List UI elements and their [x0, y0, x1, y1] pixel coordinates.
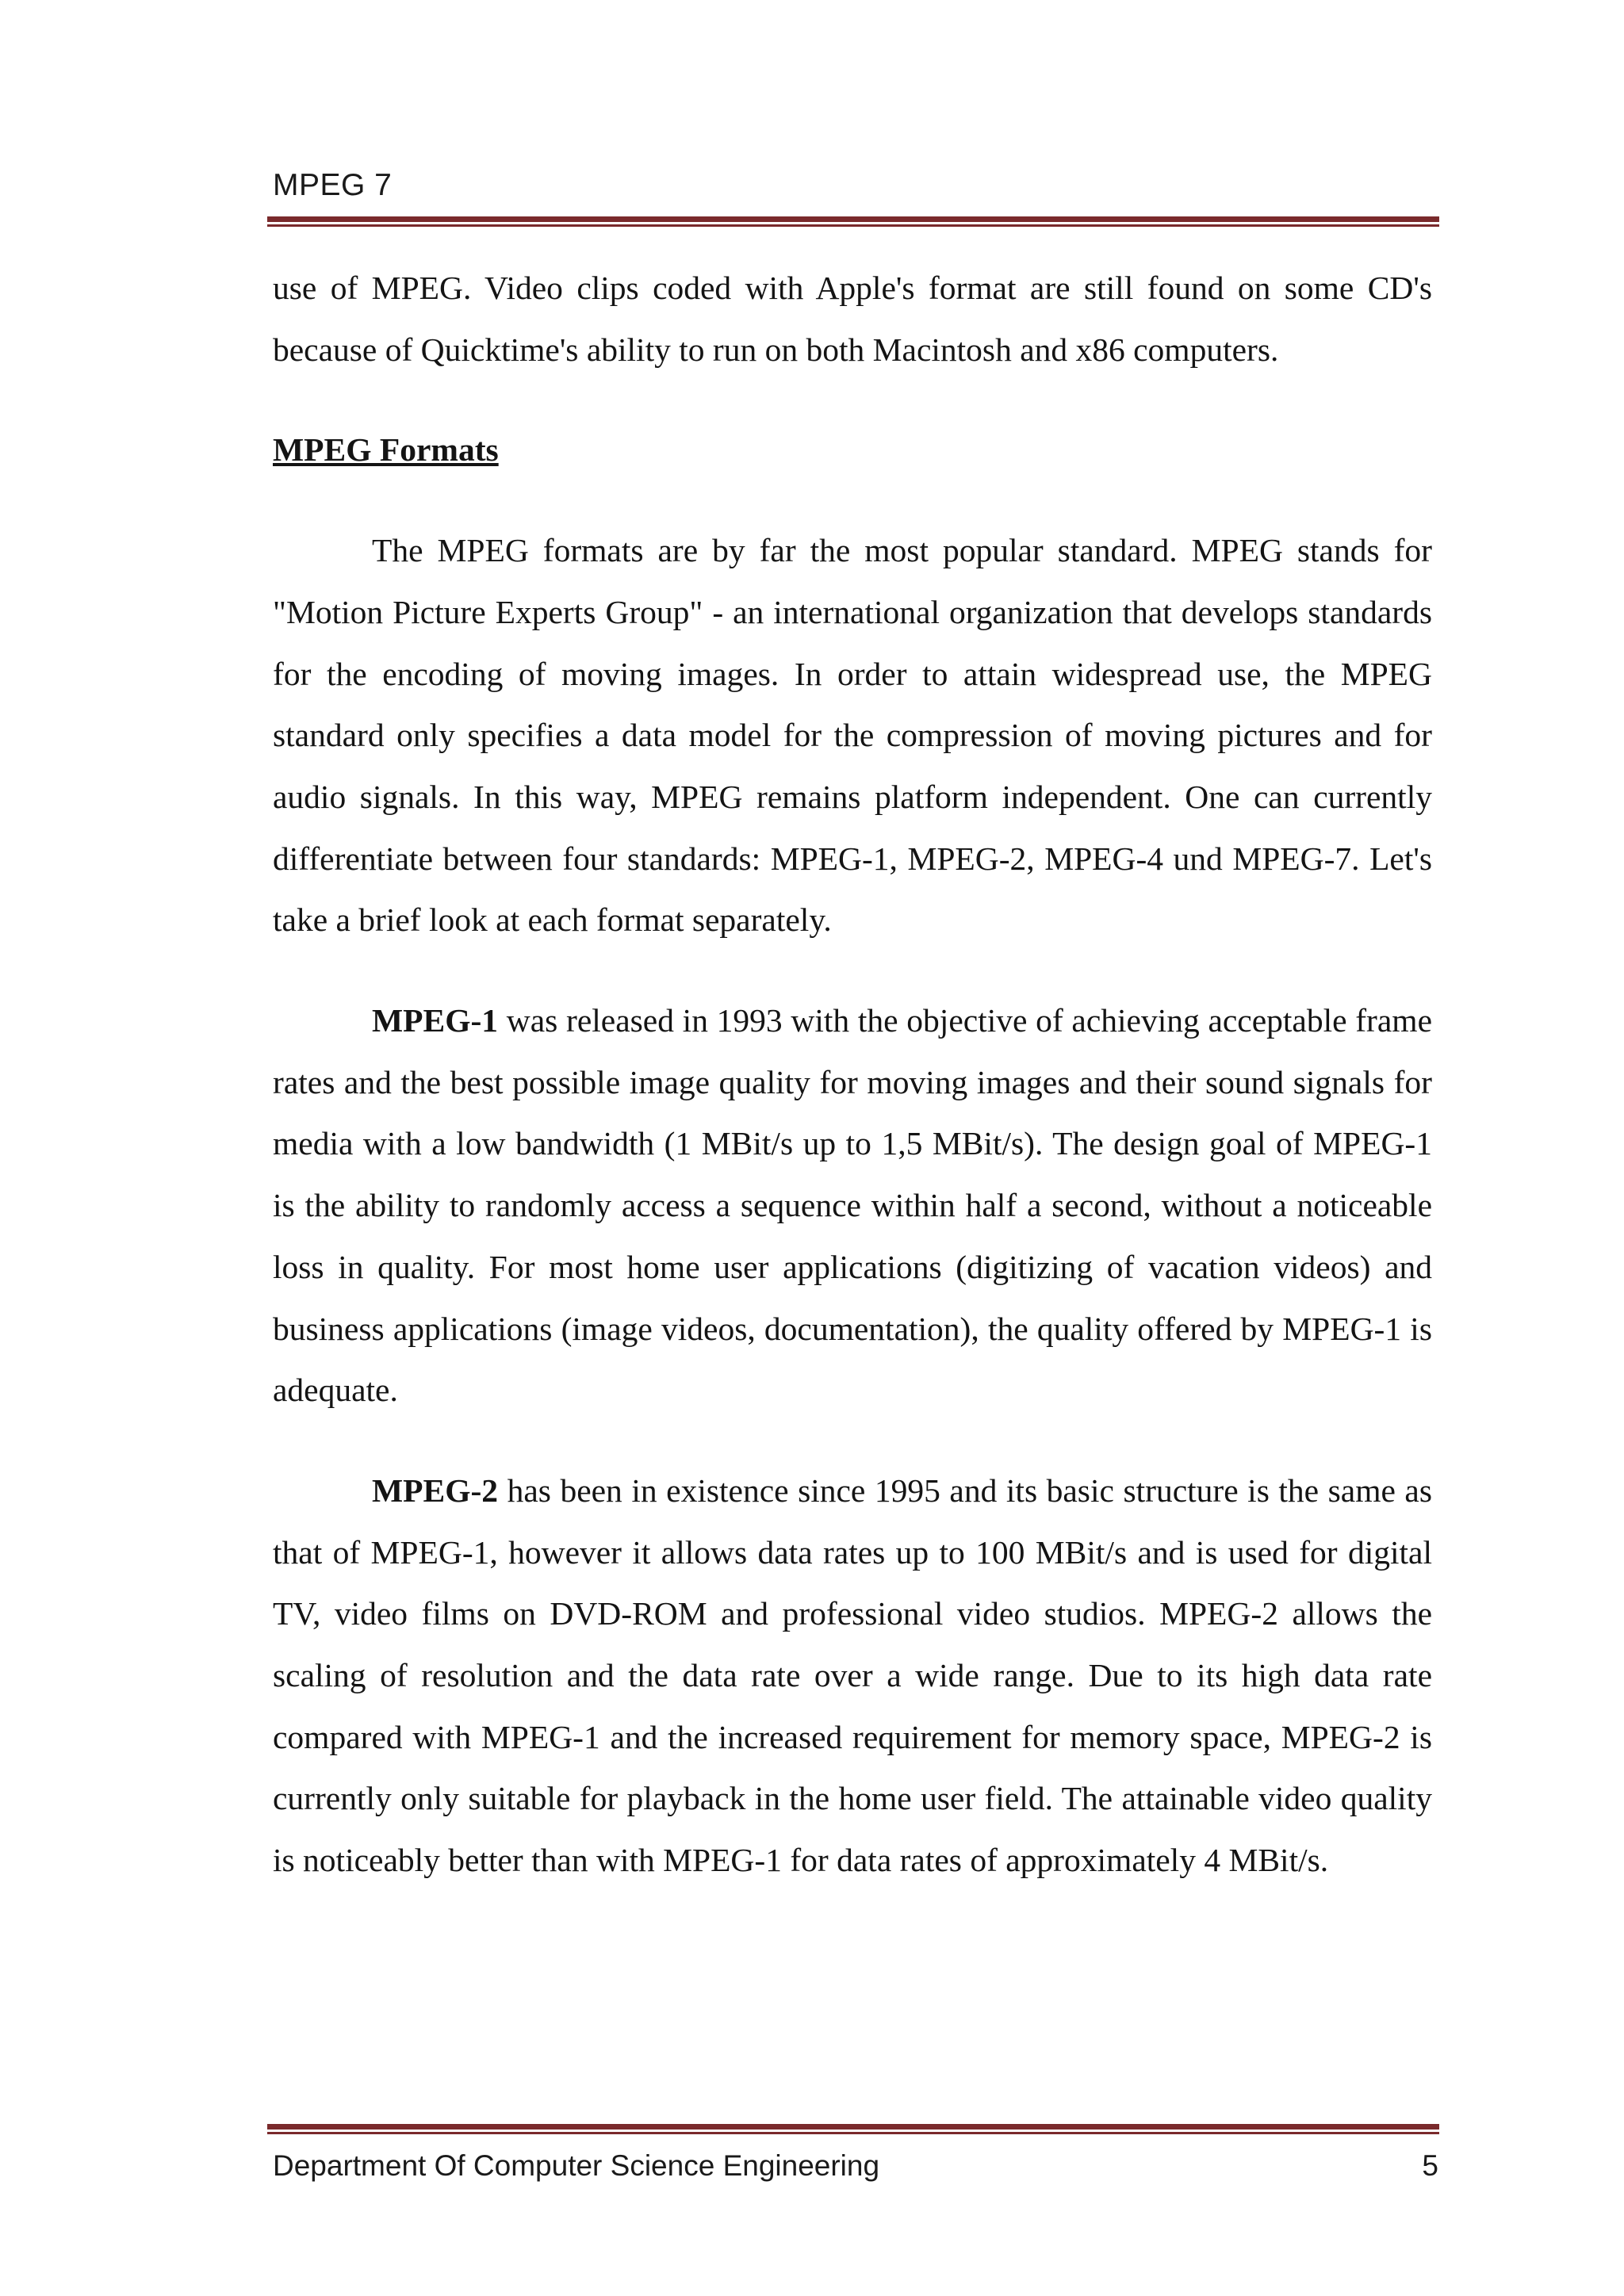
header-rule [267, 216, 1439, 227]
intro-paragraph: use of MPEG. Video clips coded with Apple's format are still found on some CD's because of Quicktime's ability to run on both Macintosh and x86 computers. [273, 270, 1432, 368]
mpeg1-text: was released in 1993 with the objective of achieving acceptable frame rates and the best possible image quality for moving images and their sound signals for media with a low bandwidth (1 MBit/s up to 1,5 MBit/s). The design goal of MPEG-1 is the ability to randomly access a sequence within half a second, without a noticeable loss in quality. For most home user applications (digitizing of vacation videos) and business applications (image videos, documentation), the quality offered by MPEG-1 is adequate. [273, 1002, 1432, 1409]
footer-department: Department Of Computer Science Engineering [273, 2149, 880, 2182]
header-title: MPEG 7 [273, 168, 393, 202]
formats-paragraph: The MPEG formats are by far the most popular standard. MPEG stands for "Motion Picture Experts Group" - an international organization that develops standards for the encoding of moving images. In order to attain widespread use, the MPEG standard only specifies a data model for the compression of moving pictures and for audio signals. In this way, MPEG remains platform independent. One can currently differentiate between four standards: MPEG-1, MPEG-2, MPEG-4 und MPEG-7. Let's take a brief look at each format separately. [273, 532, 1432, 939]
mpeg2-paragraph [273, 1460, 1432, 1892]
mpeg2-text: has been in existence since 1995 and its basic structure is the same as that of MPEG-1, however it allows data rates up to 100 MBit/s and is used for digital TV, video films on DVD-ROM and professional video studios. MPEG-2 allows the scaling of resolution and the data rate over a wide range. Due to its high data rate compared with MPEG-1 and the increased requirement for memory space, MPEG-2 is currently only suitable for playback in the home user field. The attainable video quality is noticeably better than with MPEG-1 for data rates of approximately 4 MBit/s. [273, 1471, 1432, 1879]
section-heading: MPEG Formats [273, 431, 499, 469]
mpeg1-term: MPEG-1 [372, 1002, 499, 1039]
mpeg2-term: MPEG-2 [372, 1471, 499, 1509]
footer-rule [267, 2124, 1439, 2134]
page-number: 5 [1422, 2149, 1438, 2182]
mpeg1-paragraph [273, 990, 1432, 1422]
page-content [273, 258, 1432, 1892]
